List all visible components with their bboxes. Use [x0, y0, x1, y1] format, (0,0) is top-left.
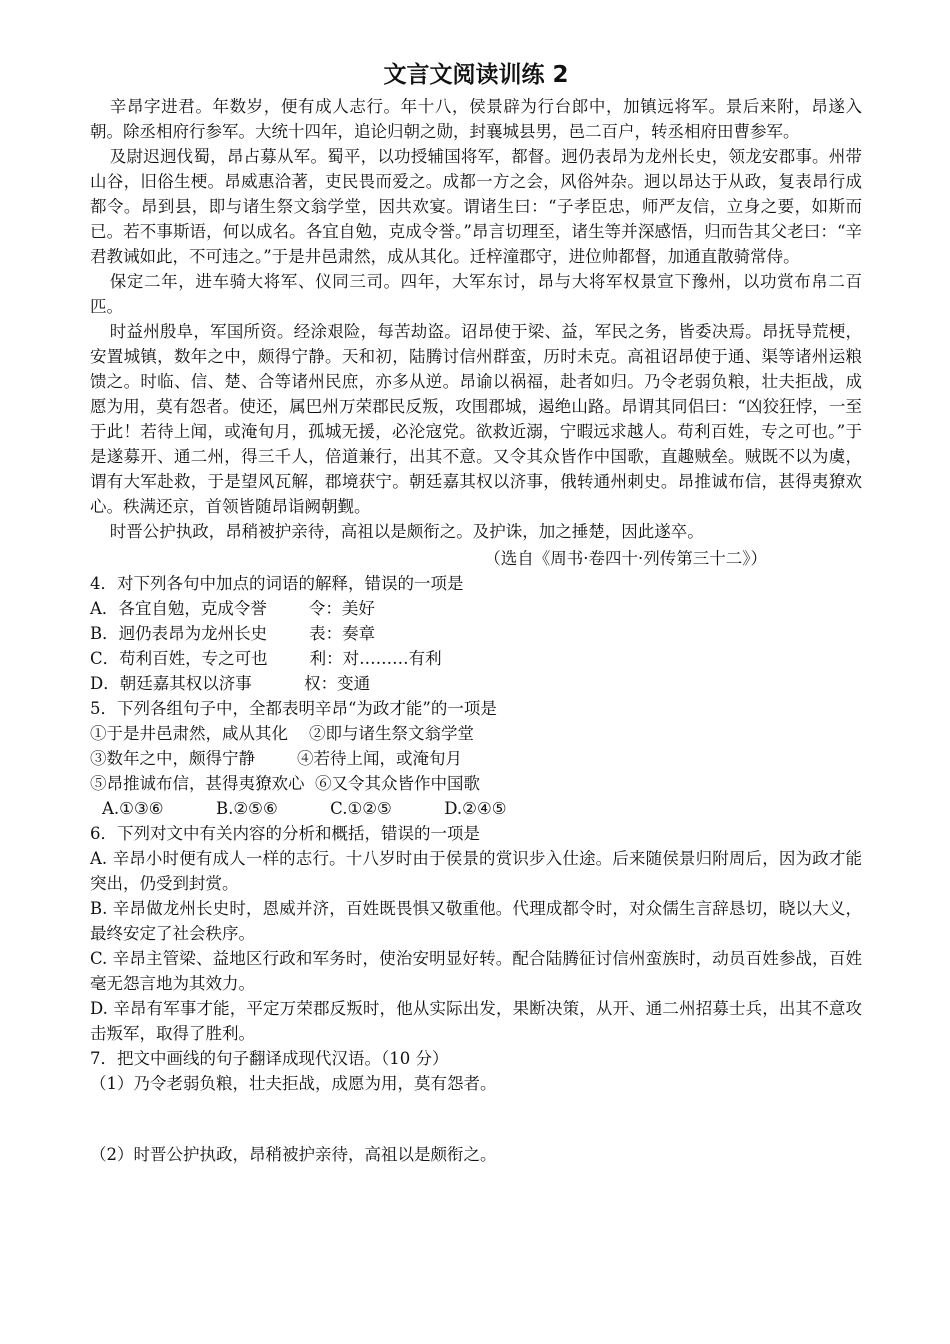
- question-7-item-2: （2）时晋公护执政，昂稍被护亲待，高祖以是颇衔之。: [90, 1145, 497, 1164]
- question-4-option-a: A．各宜自勉，克成令誉 令：美好: [90, 599, 375, 618]
- passage-paragraph-2: 及尉迟迥伐蜀，昂占募从军。蜀平，以功授辅国将军，都督。迥仍表昂为龙州长史，领龙安郡事。州带山谷，旧俗生梗。昂威惠洽著，吏民畏而爱之。成都一方之会，风俗舛杂。迥以昂达于从政，复表昂行成都令。昂到县，即与诸生祭文翁学堂，因共欢宴。谓诸生曰：“子孝臣忠，师严友信，立身之要，如斯而已。若不事斯语，何以成名。各宜自勉，克成令誉。”昂言切理至，诸生等并深感悟，归而告其父老曰：“辛君教诫如此，不可违之。”于是井邑肃然，成从其化。迁梓潼郡守，进位帅都督，加通直散骑常侍。: [90, 147, 862, 266]
- question-4-option-c: C．苟利百姓，专之可也 利：对………有利: [90, 649, 442, 668]
- passage-paragraph-4: 时益州殷阜，军国所资。经涂艰险，每苦劫盗。诏昂使于梁、益，军民之务，皆委决焉。昂抚导荒梗，安置城镇，数年之中，颇得宁静。天和初，陆腾讨信州群蛮，历时未克。高祖诏昂使于通、渠等诸州运粮馈之。时临、信、楚、合等诸州民庶，亦多从逆。昂谕以祸福，赴者如归。乃令老弱负粮，壮夫拒战，成愿为用，莫有怨者。使还，属巴州万荣郡民反叛，攻围郡城，遏绝山路。昂谓其同侣曰：“凶狡狂悖，一至于此！若待上闻，或淹旬月，孤城无援，必沦寇党。欲救近溺，宁暇远求越人。苟利百姓，专之可也。”于是遂募开、通二州，得三千人，倍道兼行，出其不意。又令其众皆作中国歌，直趣贼垒。贼既不以为虞，谓有大军赴救，于是望风瓦解，郡境获宁。朝廷嘉其权以济事，俄转通州刺史。昂推诚布信，甚得夷獠欢心。秩满还京，首领皆随昂诣阙朝觐。: [90, 322, 862, 516]
- question-5-row-2: ③数年之中，颇得宁静 ④若待上闻，或淹旬月: [90, 749, 462, 768]
- question-4-option-b: B．迥仍表昂为龙州长史 表：奏章: [90, 624, 376, 643]
- question-6-option-b: B. 辛昂做龙州长史时，恩威并济，百姓既畏惧又敬重他。代理成都令时，对众儒生言辞恳切，晓以大义，最终安定了社会秩序。: [90, 899, 862, 943]
- question-6-option-c: C. 辛昂主管梁、益地区行政和军务时，使治安明显好转。配合陆腾征讨信州蛮族时，动员百姓参战，百姓毫无怨言地为其效力。: [90, 949, 862, 993]
- question-5-row-3: ⑤昂推诚布信，甚得夷獠欢心 ⑥又令其众皆作中国歌: [90, 774, 480, 793]
- question-6-option-d: D. 辛昂有军事才能，平定万荣郡反叛时，他从实际出发，果断决策，从开、通二州招募士兵，出其不意攻击叛军，取得了胜利。: [90, 999, 862, 1043]
- question-4: [90, 571, 862, 696]
- question-4-stem: 4．对下列各句中加点的词语的解释，错误的一项是: [90, 574, 464, 593]
- passage-paragraph-1: 辛昂字进君。年数岁，便有成人志行。年十八，侯景辟为行台郎中，加镇远将军。景后来附，昂遂入朝。除丞相府行参军。大统十四年，追论归朝之勋，封襄城县男，邑二百户，转丞相府田曹参军。: [90, 97, 862, 141]
- question-7-stem: 7．把文中画线的句子翻译成现代汉语。（10 分）: [90, 1049, 449, 1068]
- passage-paragraph-5: 时晋公护执政，昂稍被护亲待，高祖以是颇衔之。及护诛，加之捶楚，因此遂卒。: [109, 522, 704, 541]
- document-title: 文言文阅读训练 2: [383, 62, 569, 88]
- question-7-item-1: （1）乃令老弱负粮，壮夫拒战，成愿为用，莫有怨者。: [90, 1074, 497, 1093]
- question-7: [90, 1046, 862, 1167]
- question-4-option-d: D．朝廷嘉其权以济事 权：变通: [90, 674, 371, 693]
- question-6-stem: 6．下列对文中有关内容的分析和概括，错误的一项是: [90, 824, 480, 843]
- question-5-choices: A.①③⑥ B.②⑤⑥ C.①②⑤ D.②④⑤: [102, 799, 507, 818]
- passage-paragraph-3: 保定二年，进车骑大将军、仪同三司。四年，大军东讨，昂与大将军权景宣下豫州，以功赏布帛二百匹。: [90, 272, 862, 316]
- answer-space-1: [90, 1096, 862, 1142]
- question-6-option-a: A. 辛昂小时便有成人一样的志行。十八岁时由于侯景的赏识步入仕途。后来随侯景归附周后，因为政才能突出，仍受到封赏。: [90, 849, 862, 893]
- question-6: [90, 821, 862, 1046]
- question-5-row-1: ①于是井邑肃然，咸从其化 ②即与诸生祭文翁学堂: [90, 724, 474, 743]
- passage-source: （选自《周书·卷四十·列传第三十二》）: [484, 549, 767, 568]
- question-5: [90, 696, 862, 821]
- question-5-stem: 5．下列各组句子中，全都表明辛昂“为政才能”的一项是: [90, 699, 497, 718]
